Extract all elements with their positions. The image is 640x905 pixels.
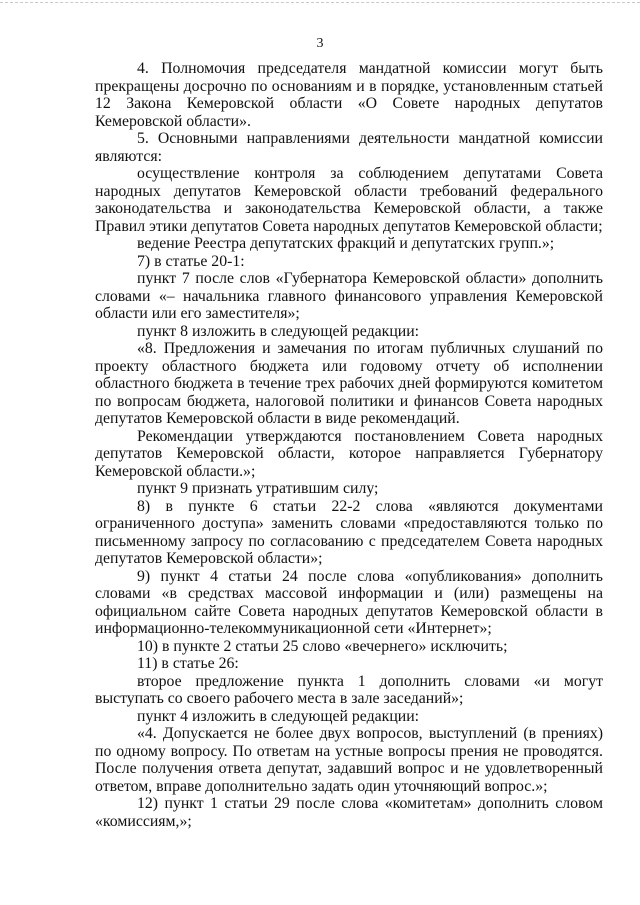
paragraph-control-direction: осуществление контроля за соблюдением депутатами Совета народных депутатов Кемеровской области требований федерального законодательства и законодательства Кемеровской области, а также Правил этики депутатов Совета народных депутатов Кемеровской области;	[95, 165, 603, 235]
paragraph-point-1-addition: второе предложение пункта 1 дополнить словами «и могут выступать со своего рабочего места в зале заседаний»;	[95, 672, 603, 707]
paragraph-amendment-9: 9) пункт 4 статьи 24 после слова «опубликования» дополнить словами «в средствах массовой информации и (или) размещены на официальном сайте Совета народных депутатов Кемеровской области в информационно-телекоммуникационной сети «Интернет»;	[95, 567, 603, 637]
paragraph-amendment-12: 12) пункт 1 статьи 29 после слова «комитетам» дополнить словом «комиссиям,»;	[95, 795, 603, 830]
paragraph-point-8-intro: пункт 8 изложить в следующей редакции:	[137, 322, 420, 340]
paragraph-point-9: пункт 9 признать утратившим силу;	[137, 480, 379, 497]
paragraph-recommendations: Рекомендации утверждаются постановлением Совета народных депутатов Кемеровской области, которое направляется Губернатору Кемеровской области.»;	[95, 427, 603, 480]
paragraph-point-7: пункт 7 после слов «Губернатора Кемеровской области» дополнить словами «– начальника главного финансового управления Кемеровской области или его заместителя»;	[95, 270, 603, 322]
document-body	[95, 60, 603, 830]
paragraph-point-4-intro: пункт 4 изложить в следующей редакции:	[137, 707, 420, 725]
page-number: 3	[316, 36, 324, 51]
paragraph-point-4-text: «4. Допускается не более двух вопросов, выступлений (в прениях) по одному вопросу. По ответам на устные вопросы прения не проводятся. После получения ответа депутат, задавший вопрос и не удовлетворенный ответом, вправе дополнительно задать один уточняющий вопрос.»;	[95, 725, 603, 795]
scan-edge-line	[0, 2, 640, 3]
paragraph-item-5: 5. Основными направлениями деятельности мандатной комиссии являются:	[95, 130, 603, 165]
paragraph-item-4: 4. Полномочия председателя мандатной комиссии могут быть прекращены досрочно по основаниям и в порядке, установленным статьей 12 Закона Кемеровской области «О Совете народных депутатов Кемеровской области».	[95, 60, 603, 130]
paragraph-amendment-7: 7) в статье 20-1:	[137, 252, 245, 270]
paragraph-registry-direction: ведение Реестра депутатских фракций и депутатских групп.»;	[137, 235, 555, 252]
paragraph-amendment-8: 8) в пункте 6 статьи 22-2 слова «являются документами ограниченного доступа» заменить словами «предоставляются только по письменному запросу по согласованию с председателем Совета народных депутатов Кемеровской области»;	[95, 497, 603, 567]
paragraph-amendment-10: 10) в пункте 2 статьи 25 слово «вечернего» исключить;	[137, 637, 508, 655]
paragraph-amendment-11: 11) в статье 26:	[137, 655, 239, 672]
paragraph-point-8-text: «8. Предложения и замечания по итогам публичных слушаний по проекту областного бюджета или годовому отчету об исполнении областного бюджета в течение трех рабочих дней формируются комитетом по вопросам бюджета, налоговой политики и финансов Совета народных депутатов Кемеровской области в виде рекомендаций.	[95, 340, 603, 427]
